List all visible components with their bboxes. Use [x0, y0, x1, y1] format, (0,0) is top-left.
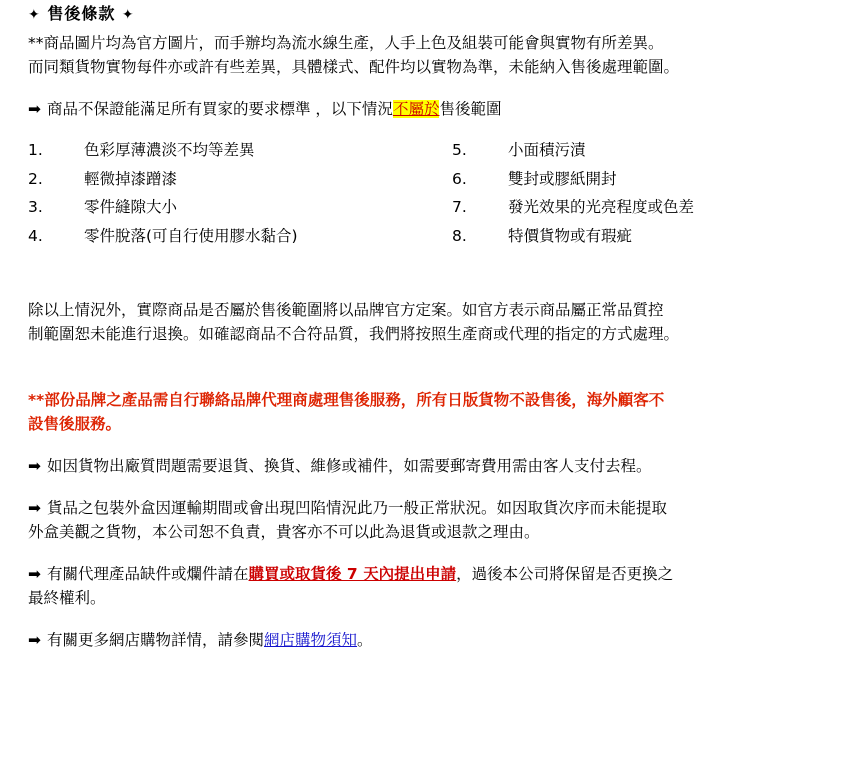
- exclusion-list-left-column: [28, 143, 298, 257]
- intro-line-2: 而同類貨物實物每件亦或許有些差異，具體樣式、配件均以實物為準，未能納入售後處理範圍。: [28, 58, 680, 77]
- intro-paragraph: [28, 31, 836, 79]
- list-item-label: 發光效果的光亮程度或色差: [508, 198, 695, 217]
- list-item-label: 雙封或膠紙開封: [508, 169, 617, 188]
- page-title: [28, 6, 864, 22]
- list-item: [452, 226, 694, 245]
- agent-service-notice-line-1: **部份品牌之產品需自行聯絡品牌代理商處理售後服務，所有日版貨物不設售後，海外顧客不: [28, 391, 665, 410]
- shipping-fee-note-text: 如因貨物出廠質問題需要退貨、換貨、維修或補件，如需要郵寄費用需由客人支付去程。: [47, 457, 652, 476]
- exclusion-list: [0, 143, 864, 263]
- exclusion-notice-before: 商品不保證能滿足所有買家的要求標準 ，以下情況: [47, 100, 393, 119]
- claim-window-line-2: 最終權利。: [28, 589, 106, 608]
- agent-service-notice-line-2: 設售後服務。: [28, 415, 122, 434]
- agent-service-notice: [28, 388, 836, 436]
- list-item-number: 1.: [28, 141, 43, 160]
- list-item: [28, 143, 298, 159]
- arrow-icon: ➡: [28, 499, 41, 518]
- diamond-icon-left: ✦: [28, 7, 41, 23]
- claim-window-after: ，過後本公司將保留是否更換之: [456, 565, 674, 584]
- list-item: [452, 143, 694, 159]
- list-item: [28, 226, 298, 245]
- arrow-icon: ➡: [28, 631, 41, 650]
- policy-line-1: 除以上情況外，實際商品是否屬於售後範圍將以品牌官方定案。如官方表示商品屬正常品質控: [28, 301, 664, 320]
- exclusion-notice-highlight: 不屬於: [392, 100, 440, 119]
- policy-line-2: 制範圍恕未能進行退換。如確認商品不合符品質，我們將按照生產商或代理的指定的方式處理。: [28, 325, 680, 344]
- exclusion-notice-after: 售後範圍: [439, 100, 502, 119]
- shipping-fee-note: [28, 454, 836, 478]
- list-item: [452, 169, 694, 188]
- more-info-note: [28, 628, 836, 652]
- list-item-label: 輕微掉漆蹭漆: [84, 169, 178, 188]
- claim-window-note: [28, 562, 836, 610]
- spacer: [0, 263, 864, 289]
- list-item-number: 7.: [452, 198, 467, 217]
- arrow-icon: ➡: [28, 100, 41, 119]
- arrow-icon: ➡: [28, 565, 41, 584]
- list-item-label: 特價貨物或有瑕疵: [508, 226, 633, 245]
- packaging-damage-note-line-1: 貨品之包裝外盒因運輸期間或會出現凹陷情況此乃一般正常狀況。如因取貨次序而未能提取: [47, 499, 668, 518]
- list-item-label: 小面積污漬: [508, 141, 586, 160]
- list-item-number: 8.: [452, 226, 467, 245]
- policy-paragraph: [28, 298, 836, 346]
- after-sales-terms-document: [0, 6, 864, 779]
- list-item-number: 3.: [28, 198, 43, 217]
- arrow-icon: ➡: [28, 457, 41, 476]
- claim-window-emphasis: 購買或取貨後 7 天內提出申請: [248, 565, 457, 584]
- list-item: [28, 169, 298, 188]
- page-title-text: 售後條款: [47, 4, 116, 23]
- list-item-label: 零件縫隙大小: [84, 198, 178, 217]
- shopping-guide-link[interactable]: 網店購物須知: [264, 631, 358, 650]
- exclusion-list-right-column: [452, 143, 694, 257]
- spacer: [0, 346, 864, 372]
- intro-line-1: **商品圖片均為官方圖片，而手辦均為流水線生產，人手上色及組裝可能會與實物有所差異。: [28, 34, 664, 52]
- list-item-label: 零件脫落(可自行使用膠水黏合): [84, 226, 298, 245]
- list-item-number: 4.: [28, 226, 43, 245]
- more-info-before: 有關更多網店購物詳情，請參閱: [47, 631, 265, 650]
- list-item: [452, 200, 694, 216]
- list-item: [28, 200, 298, 216]
- claim-window-before: 有關代理產品缺件或爛件請在: [47, 565, 249, 584]
- packaging-damage-note-line-2: 外盒美觀之貨物，本公司恕不負責，貴客亦不可以此為退貨或退款之理由。: [28, 523, 540, 542]
- packaging-damage-note: [28, 496, 836, 544]
- list-item-number: 2.: [28, 169, 43, 188]
- exclusion-notice: [28, 97, 836, 121]
- more-info-after: 。: [357, 631, 373, 650]
- diamond-icon-right: ✦: [121, 7, 135, 23]
- list-item-number: 6.: [452, 169, 467, 188]
- list-item-number: 5.: [452, 141, 467, 160]
- list-item-label: 色彩厚薄濃淡不均等差異: [84, 141, 255, 160]
